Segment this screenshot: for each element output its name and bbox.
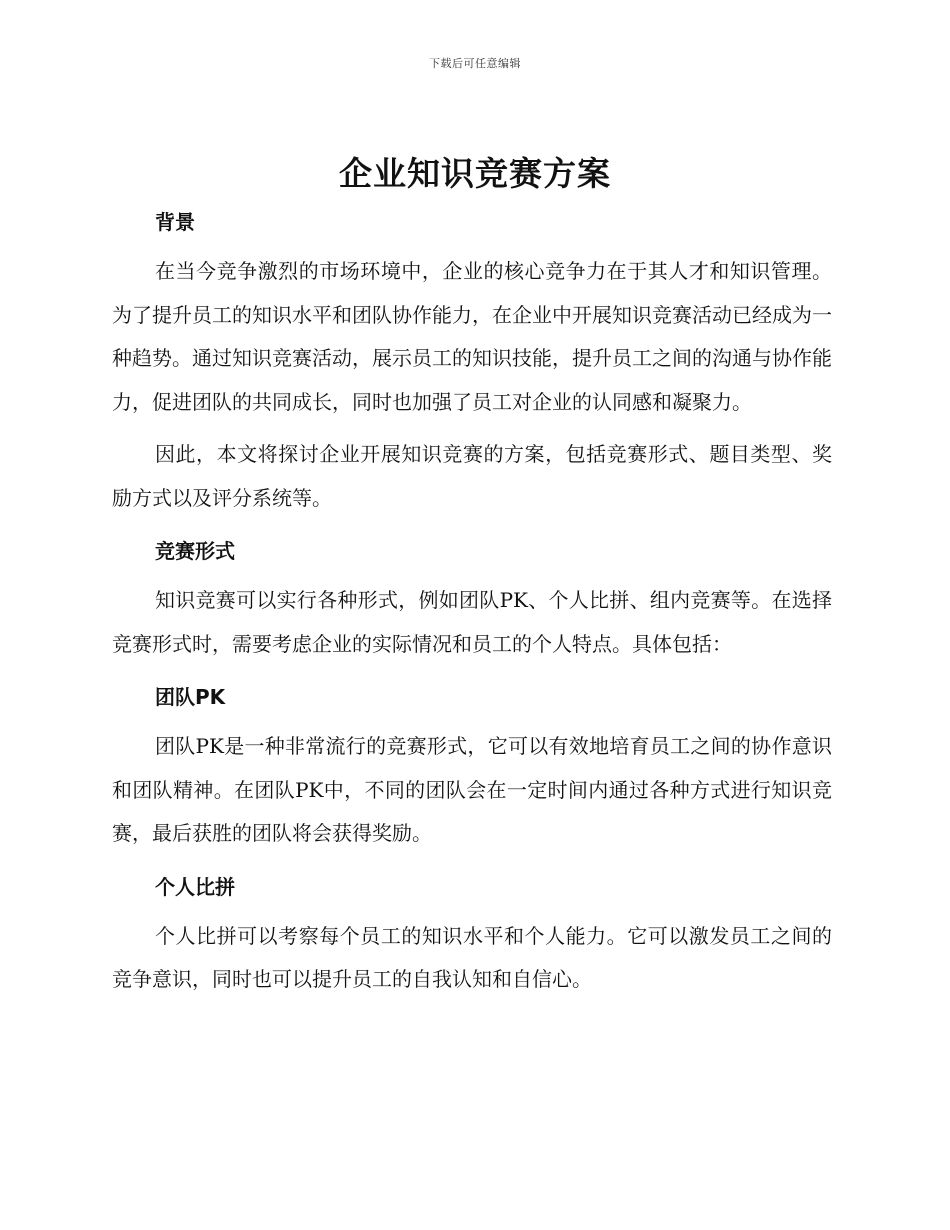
document-body <box>112 200 832 1002</box>
document-title: 企业知识竞赛方案 <box>339 154 611 193</box>
header-note: 下载后可任意编辑 <box>429 57 521 70</box>
paragraph: 在当今竞争激烈的市场环境中，企业的核心竞争力在于其人才和知识管理。为了提升员工的知识水平和团队协作能力，在企业中开展知识竞赛活动已经成为一种趋势。通过知识竞赛活动，展示员工的知识技能，提升员工之间的沟通与协作能力，促进团队的共同成长，同时也加强了员工对企业的认同感和凝聚力。 <box>112 259 832 414</box>
paragraph: 团队PK是一种非常流行的竞赛形式，它可以有效地培育员工之间的协作意识和团队精神。在团队PK中，不同的团队会在一定时间内通过各种方式进行知识竞赛，最后获胜的团队将会获得奖励。 <box>112 734 832 845</box>
section-heading-individual: 个人比拼 <box>155 874 235 899</box>
paragraph: 个人比拼可以考察每个员工的知识水平和个人能力。它可以激发员工之间的竞争意识，同时也可以提升员工的自我认知和自信心。 <box>112 923 832 991</box>
section-heading-competition-format: 竞赛形式 <box>155 539 235 563</box>
section-heading-background: 背景 <box>155 210 195 234</box>
paragraph: 因此，本文将探讨企业开展知识竞赛的方案，包括竞赛形式、题目类型、奖励方式以及评分系统等。 <box>112 442 832 510</box>
paragraph: 知识竞赛可以实行各种形式，例如团队PK、个人比拼、组内竞赛等。在选择竞赛形式时，需要考虑企业的实际情况和员工的个人特点。具体包括： <box>112 588 832 656</box>
section-heading-team-pk: 团队PK <box>155 685 226 709</box>
